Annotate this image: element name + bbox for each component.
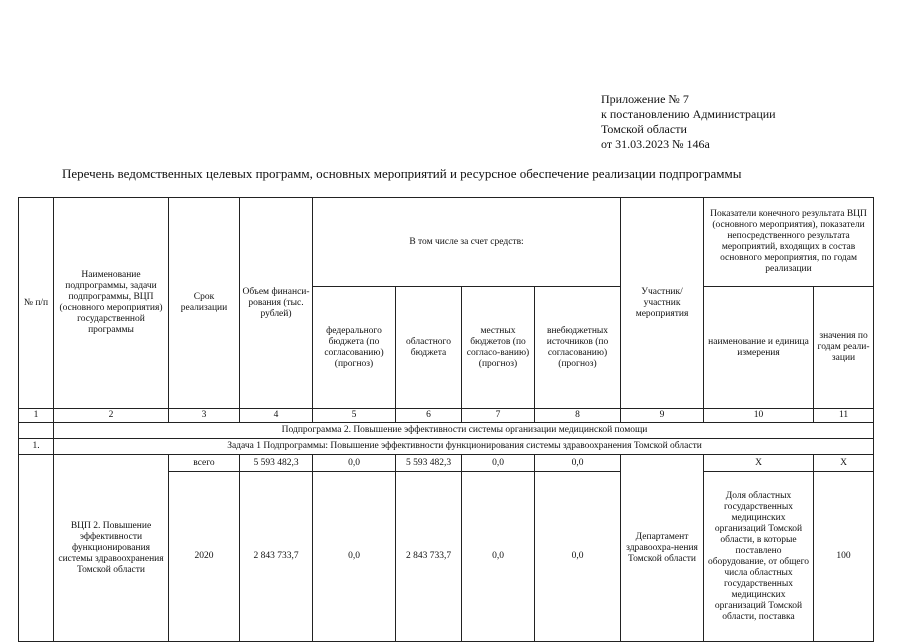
row-regional: 2 843 733,7 (396, 472, 462, 642)
row-regional: 5 593 482,3 (396, 455, 462, 472)
document-title: Перечень ведомственных целевых программ, основных мероприятий и ресурсное обеспечение реализации подпрограммы (62, 166, 742, 181)
header-regional: областного бюджета (396, 287, 462, 409)
subprogram-title: Подпрограмма 2. Повышение эффективности системы организации медицинской помощи (54, 423, 874, 439)
appendix-line-3: Томской области (601, 122, 687, 136)
program-table (18, 197, 874, 642)
subprogram-row (19, 423, 874, 439)
row-ind-value: X (814, 455, 874, 472)
row-volume: 2 843 733,7 (240, 472, 313, 642)
header-indicators: Показатели конечного результата ВЦП (основного мероприятия), показатели непосредственного результата мероприятий, входящих в состав основного мероприятия, по годам реализации (704, 198, 874, 287)
header-name: Наименование подпрограммы, задачи подпрограммы, ВЦП (основного мероприятия) государственной программы (54, 198, 169, 409)
row-ind-name: Доля областных государственных медицинских организаций Томской области, в которые поставлено оборудование, от общего числа областных государственных медицинских организаций Томской области, поставка (704, 472, 814, 642)
col-number: 11 (814, 409, 874, 423)
row-federal: 0,0 (313, 472, 396, 642)
col-number: 8 (535, 409, 621, 423)
vcp-participant: Департамент здравоохра-нения Томской области (621, 455, 704, 642)
header-participant: Участник/ участник мероприятия (621, 198, 704, 409)
appendix-block (601, 92, 776, 152)
task-row (19, 439, 874, 455)
col-number: 10 (704, 409, 814, 423)
col-number: 1 (19, 409, 54, 423)
header-term: Срок реализации (169, 198, 240, 409)
appendix-line-1: Приложение № 7 (601, 92, 689, 106)
column-numbers-row (19, 409, 874, 423)
table-row (19, 455, 874, 472)
row-volume: 5 593 482,3 (240, 455, 313, 472)
task-title: Задача 1 Подпрограммы: Повышение эффективности функционирования системы здравоохранения Томской области (54, 439, 874, 455)
vcp-name: ВЦП 2. Повышение эффективности функционирования системы здравоохранения Томской области (54, 455, 169, 642)
col-number: 7 (462, 409, 535, 423)
row-term: 2020 (169, 472, 240, 642)
header-local: местных бюджетов (по согласо-ванию) (прогноз) (462, 287, 535, 409)
row-term: всего (169, 455, 240, 472)
header-extra: внебюджетных источников (по согласованию) (прогноз) (535, 287, 621, 409)
row-extra: 0,0 (535, 455, 621, 472)
row-ind-name: X (704, 455, 814, 472)
col-number: 5 (313, 409, 396, 423)
row-extra: 0,0 (535, 472, 621, 642)
header-volume: Объем финанси-рования (тыс. рублей) (240, 198, 313, 409)
task-num: 1. (19, 439, 54, 455)
row-local: 0,0 (462, 455, 535, 472)
header-including: В том числе за счет средств: (313, 198, 621, 287)
col-number: 6 (396, 409, 462, 423)
col-number: 9 (621, 409, 704, 423)
row-local: 0,0 (462, 472, 535, 642)
col-number: 3 (169, 409, 240, 423)
col-number: 2 (54, 409, 169, 423)
appendix-line-4: от 31.03.2023 № 146а (601, 137, 710, 151)
header-num: № п/п (19, 198, 54, 409)
header-ind-values: значения по годам реали-зации (814, 287, 874, 409)
col-number: 4 (240, 409, 313, 423)
header-ind-name: наименование и единица измерения (704, 287, 814, 409)
header-federal: федерального бюджета (по согласованию) (прогноз) (313, 287, 396, 409)
row-ind-value: 100 (814, 472, 874, 642)
appendix-line-2: к постановлению Администрации (601, 107, 776, 121)
row-federal: 0,0 (313, 455, 396, 472)
